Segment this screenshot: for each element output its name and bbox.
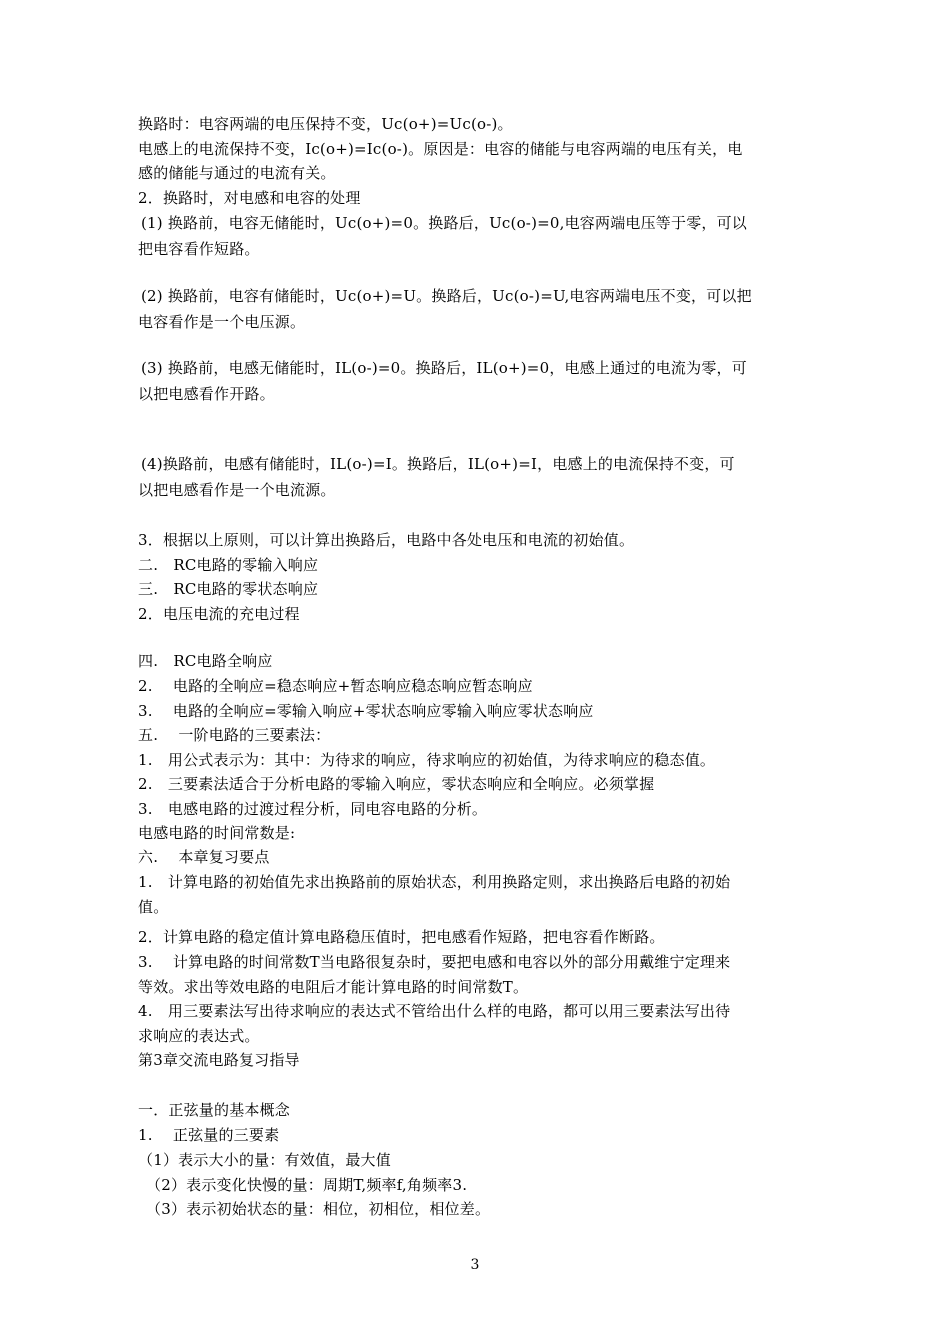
text-line: (1) 换路前，电容无储能时，Uc(o+)=0。换路后，Uc(o-)=0,电容两端电压等于零，可以 [141, 214, 748, 232]
text-line: (3) 换路前，电感无储能时，IL(o-)=0。换路后，IL(o+)=0，电感上通过的电流为零，可 [141, 359, 747, 377]
text-line: 2. 电路的全响应=稳态响应+暂态响应稳态响应暂态响应 [138, 677, 533, 695]
text-line: 电感电路的时间常数是: [138, 824, 296, 842]
text-line: 电感上的电流保持不变，Ic(o+)=Ic(o-)。原因是：电容的储能与电容两端的电压有关，电 [138, 140, 743, 158]
text-line: 2．电压电流的充电过程 [138, 605, 300, 623]
text-line: 2．计算电路的稳定值计算电路稳压值时，把电感看作短路，把电容看作断路。 [138, 928, 665, 946]
text-line: 四. RC电路全响应 [138, 652, 273, 670]
text-line: 3. 电路的全响应=零输入响应+零状态响应零输入响应零状态响应 [138, 702, 594, 720]
text-line: 1. 计算电路的初始值先求出换路前的原始状态，利用换路定则，求出换路后电路的初始 [138, 873, 731, 891]
text-line: 4. 用三要素法写出待求响应的表达式不管给出什么样的电路，都可以用三要素法写出待 [138, 1002, 731, 1020]
text-line: （1）表示大小的量：有效值，最大值 [138, 1151, 391, 1169]
text-line: (2) 换路前，电容有储能时，Uc(o+)=U。换路后，Uc(o-)=U,电容两端电压不变，可以把 [141, 287, 752, 305]
text-line: 1. 正弦量的三要素 [138, 1126, 280, 1144]
text-line: 值。 [138, 898, 169, 916]
text-line: 电容看作是一个电压源。 [138, 313, 306, 331]
text-line: 把电容看作短路。 [138, 240, 260, 258]
text-line: 感的储能与通过的电流有关。 [138, 164, 336, 182]
text-line: 一．正弦量的基本概念 [138, 1101, 291, 1119]
section-heading: 第3章交流电路复习指导 [138, 1051, 300, 1069]
text-line: 等效。求出等效电路的电阻后才能计算电路的时间常数T。 [138, 978, 529, 996]
text-line: 五. 一阶电路的三要素法： [138, 726, 331, 744]
text-line: 二. RC电路的零输入响应 [138, 556, 319, 574]
text-line: 2．换路时，对电感和电容的处理 [138, 189, 361, 207]
text-line: (4)换路前，电感有储能时，IL(o-)=I。换路后，IL(o+)=I，电感上的电流保持不变，可 [141, 455, 735, 473]
text-line: 求响应的表达式。 [138, 1027, 260, 1045]
text-line: 3．根据以上原则，可以计算出换路后，电路中各处电压和电流的初始值。 [138, 531, 635, 549]
text-line: 3. 电感电路的过渡过程分析，同电容电路的分析。 [138, 800, 488, 818]
text-line: 六. 本章复习要点 [138, 848, 270, 866]
text-line: 1. 用公式表示为：其中：为待求的响应，待求响应的初始值，为待求响应的稳态值。 [138, 751, 716, 769]
text-line: 2. 三要素法适合于分析电路的零输入响应，零状态响应和全响应。必须掌握 [138, 775, 655, 793]
text-line: 3. 计算电路的时间常数T当电路很复杂时，要把电感和电容以外的部分用戴维宁定理来 [138, 953, 731, 971]
page-number: 3 [470, 1257, 480, 1273]
text-line: 换路时：电容两端的电压保持不变，Uc(o+)=Uc(o-)。 [138, 115, 513, 133]
text-line: 三. RC电路的零状态响应 [138, 580, 319, 598]
text-line: （3）表示初始状态的量：相位，初相位，相位差。 [146, 1200, 491, 1218]
text-line: （2）表示变化快慢的量：周期T,频率f,角频率3. [146, 1176, 468, 1194]
text-line: 以把电感看作是一个电流源。 [138, 481, 336, 499]
text-line: 以把电感看作开路。 [138, 385, 275, 403]
